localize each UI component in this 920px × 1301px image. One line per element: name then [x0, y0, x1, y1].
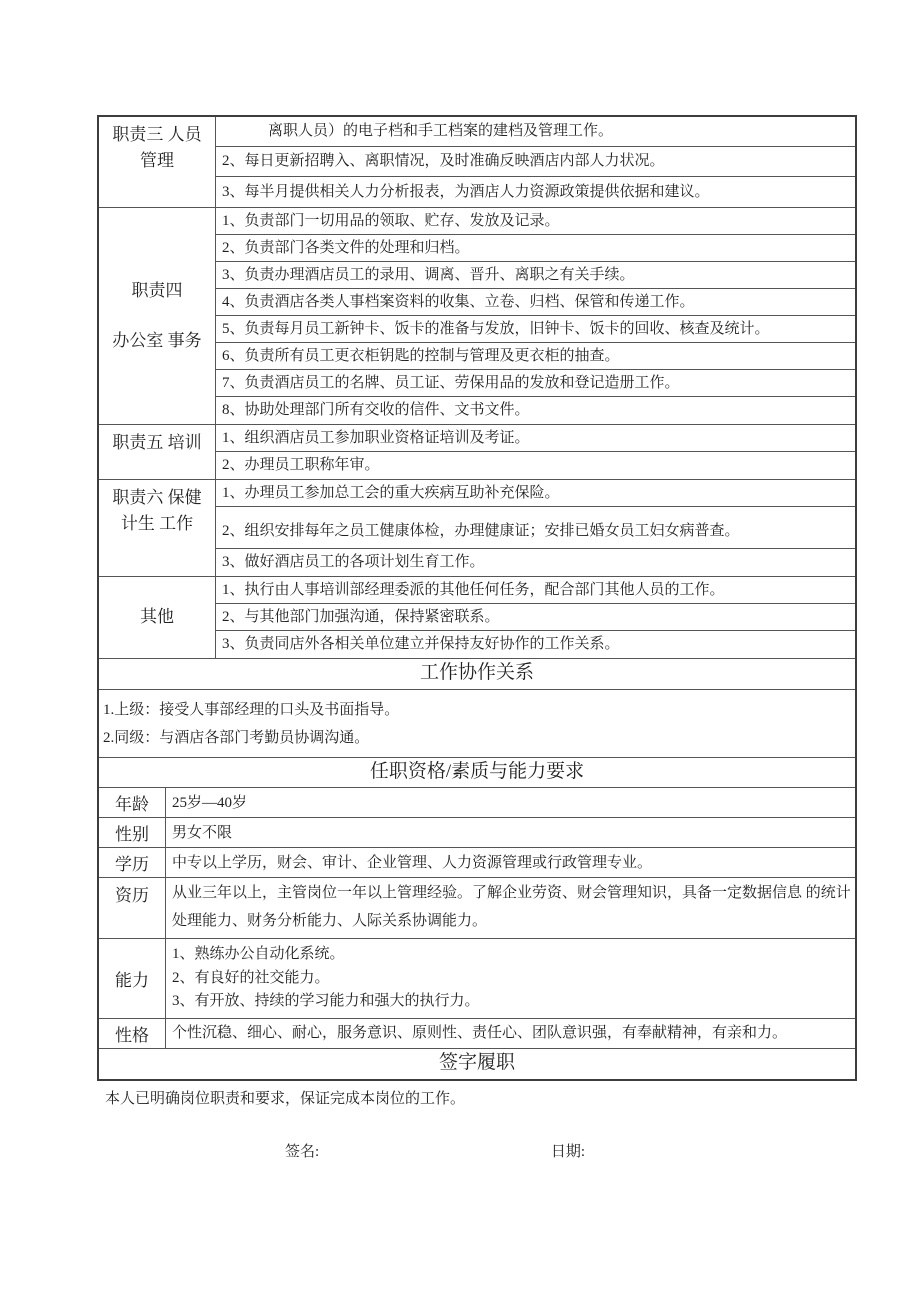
duty-item: 1、负责部门一切用品的领取、贮存、发放及记录。 [216, 208, 855, 235]
duty-item: 1、办理员工参加总工会的重大疾病互助补充保险。 [216, 480, 855, 507]
duty-item: 2、办理员工职称年审。 [222, 457, 380, 474]
qualification-row-gender [99, 818, 855, 848]
duty-item: 6、负责所有员工更衣柜钥匙的控制与管理及更衣柜的抽查。 [216, 343, 855, 370]
duty-item: 2、负责部门各类文件的处理和归档。 [216, 235, 855, 262]
qualifications-section-title: 任职资格/素质与能力要求 [99, 758, 855, 789]
experience-value: 从业三年以上，主管岗位一年以上管理经验。了解企业劳资、财会管理知识，具备一定数据信息 的统计处理能力、财务分析能力、人际关系协调能力。 [172, 885, 851, 930]
section-duty5-items [216, 425, 855, 479]
signature-section-title: 签字履职 [438, 1052, 515, 1074]
section-label-line: 办公室 事务 [112, 331, 202, 350]
gender-value: 男女不限 [172, 824, 233, 841]
section-label-line: 职责六 保健 [112, 488, 202, 507]
duty-item: 3、做好酒店员工的各项计划生育工作。 [222, 554, 485, 571]
duty-item: 3、负责办理酒店员工的录用、调离、晋升、离职之有关手续。 [216, 262, 855, 289]
section-label-line: 其他 [140, 607, 174, 627]
duty-item: 7、负责酒店员工的名牌、员工证、劳保用品的发放和登记造册工作。 [216, 370, 855, 397]
signature-statement: 本人已明确岗位职责和要求，保证完成本岗位的工作。 [105, 1090, 466, 1107]
duty-item: 2、组织安排每年之员工健康体检，办理健康证；安排已婚女员工妇女病普查。 [216, 507, 855, 549]
ability-label: 能力 [99, 939, 166, 1018]
personality-value: 个性沉稳、细心、耐心，服务意识、原则性、责任心、团队意识强，有奉献精神，有亲和力。 [172, 1025, 788, 1042]
section-duty3-items [216, 117, 855, 207]
date-label: 日期: [550, 1143, 586, 1160]
section-label-line: 职责五 培训 [112, 433, 202, 452]
qualification-row-personality [99, 1019, 855, 1049]
personality-label: 性格 [99, 1019, 166, 1048]
section-duty5-training [99, 425, 855, 480]
duty-item: 2、与其他部门加强沟通，保持紧密联系。 [216, 604, 855, 631]
collaboration-content [99, 690, 855, 758]
duty-item: 2、每日更新招聘入、离职情况，及时准确反映酒店内部人力状况。 [216, 147, 855, 177]
section-duty4-label [99, 208, 216, 424]
signature-area [97, 1089, 857, 1161]
section-label-line: 职责四 [131, 280, 183, 300]
section-duty6-label [99, 480, 216, 576]
collaboration-superior-line: 1.上级：接受人事部经理的口头及书面指导。 [103, 701, 400, 718]
job-description-document [97, 115, 857, 1161]
section-duty6-health-family-planning [99, 480, 855, 577]
section-other-label [99, 577, 216, 658]
qualification-row-ability [99, 939, 855, 1019]
section-duty5-label [99, 425, 216, 479]
section-duty4-office-affairs [99, 208, 855, 425]
collaboration-section-title: 工作协作关系 [99, 659, 855, 690]
job-description-table [97, 115, 857, 1081]
section-duty3-personnel-management [99, 117, 855, 208]
section-other-duties [99, 577, 855, 659]
duty-item: 3、负责同店外各相关单位建立并保持友好协作的工作关系。 [222, 636, 620, 653]
qualification-row-education [99, 848, 855, 878]
section-label-line: 计生 工作 [120, 514, 194, 534]
age-label: 年龄 [99, 788, 166, 817]
qualification-row-experience [99, 878, 855, 939]
gender-label: 性别 [99, 818, 166, 847]
duty-item: 3、每半月提供相关人力分析报表，为酒店人力资源政策提供依据和建议。 [222, 183, 710, 200]
education-value: 中专以上学历，财会、审计、企业管理、人力资源管理或行政管理专业。 [172, 854, 653, 871]
section-label-line: 职责三 人员 [112, 125, 202, 144]
section-other-items [216, 577, 855, 658]
duty-item: 4、负责酒店各类人事档案资料的收集、立卷、归档、保管和传递工作。 [216, 289, 855, 316]
section-duty4-items [216, 208, 855, 424]
ability-item: 3、有开放、持续的学习能力和强大的执行力。 [172, 993, 480, 1010]
section-label-line: 管理 [140, 151, 174, 171]
experience-label: 资历 [99, 878, 166, 938]
signature-date-row [97, 1140, 857, 1161]
ability-value-list [166, 939, 855, 1018]
duty-item: 1、执行由人事培训部经理委派的其他任何任务，配合部门其他人员的工作。 [216, 577, 855, 604]
sign-label: 签名: [285, 1143, 320, 1160]
collaboration-peer-line: 2.同级：与酒店各部门考勤员协调沟通。 [103, 729, 370, 746]
duty-item: 1、组织酒店员工参加职业资格证培训及考证。 [216, 425, 855, 452]
ability-item: 2、有良好的社交能力。 [172, 969, 330, 986]
age-value: 25岁—40岁 [172, 794, 248, 811]
section-duty3-label [99, 117, 216, 207]
ability-item: 1、熟练办公自动化系统。 [172, 945, 345, 962]
duty-item: 5、负责每月员工新钟卡、饭卡的准备与发放，旧钟卡、饭卡的回收、核查及统计。 [216, 316, 855, 343]
qualification-row-age [99, 788, 855, 818]
duty-item: 离职人员）的电子档和手工档案的建档及管理工作。 [216, 117, 855, 147]
education-label: 学历 [99, 848, 166, 877]
duty-item: 8、协助处理部门所有交收的信件、文书文件。 [222, 402, 530, 419]
section-duty6-items [216, 480, 855, 576]
